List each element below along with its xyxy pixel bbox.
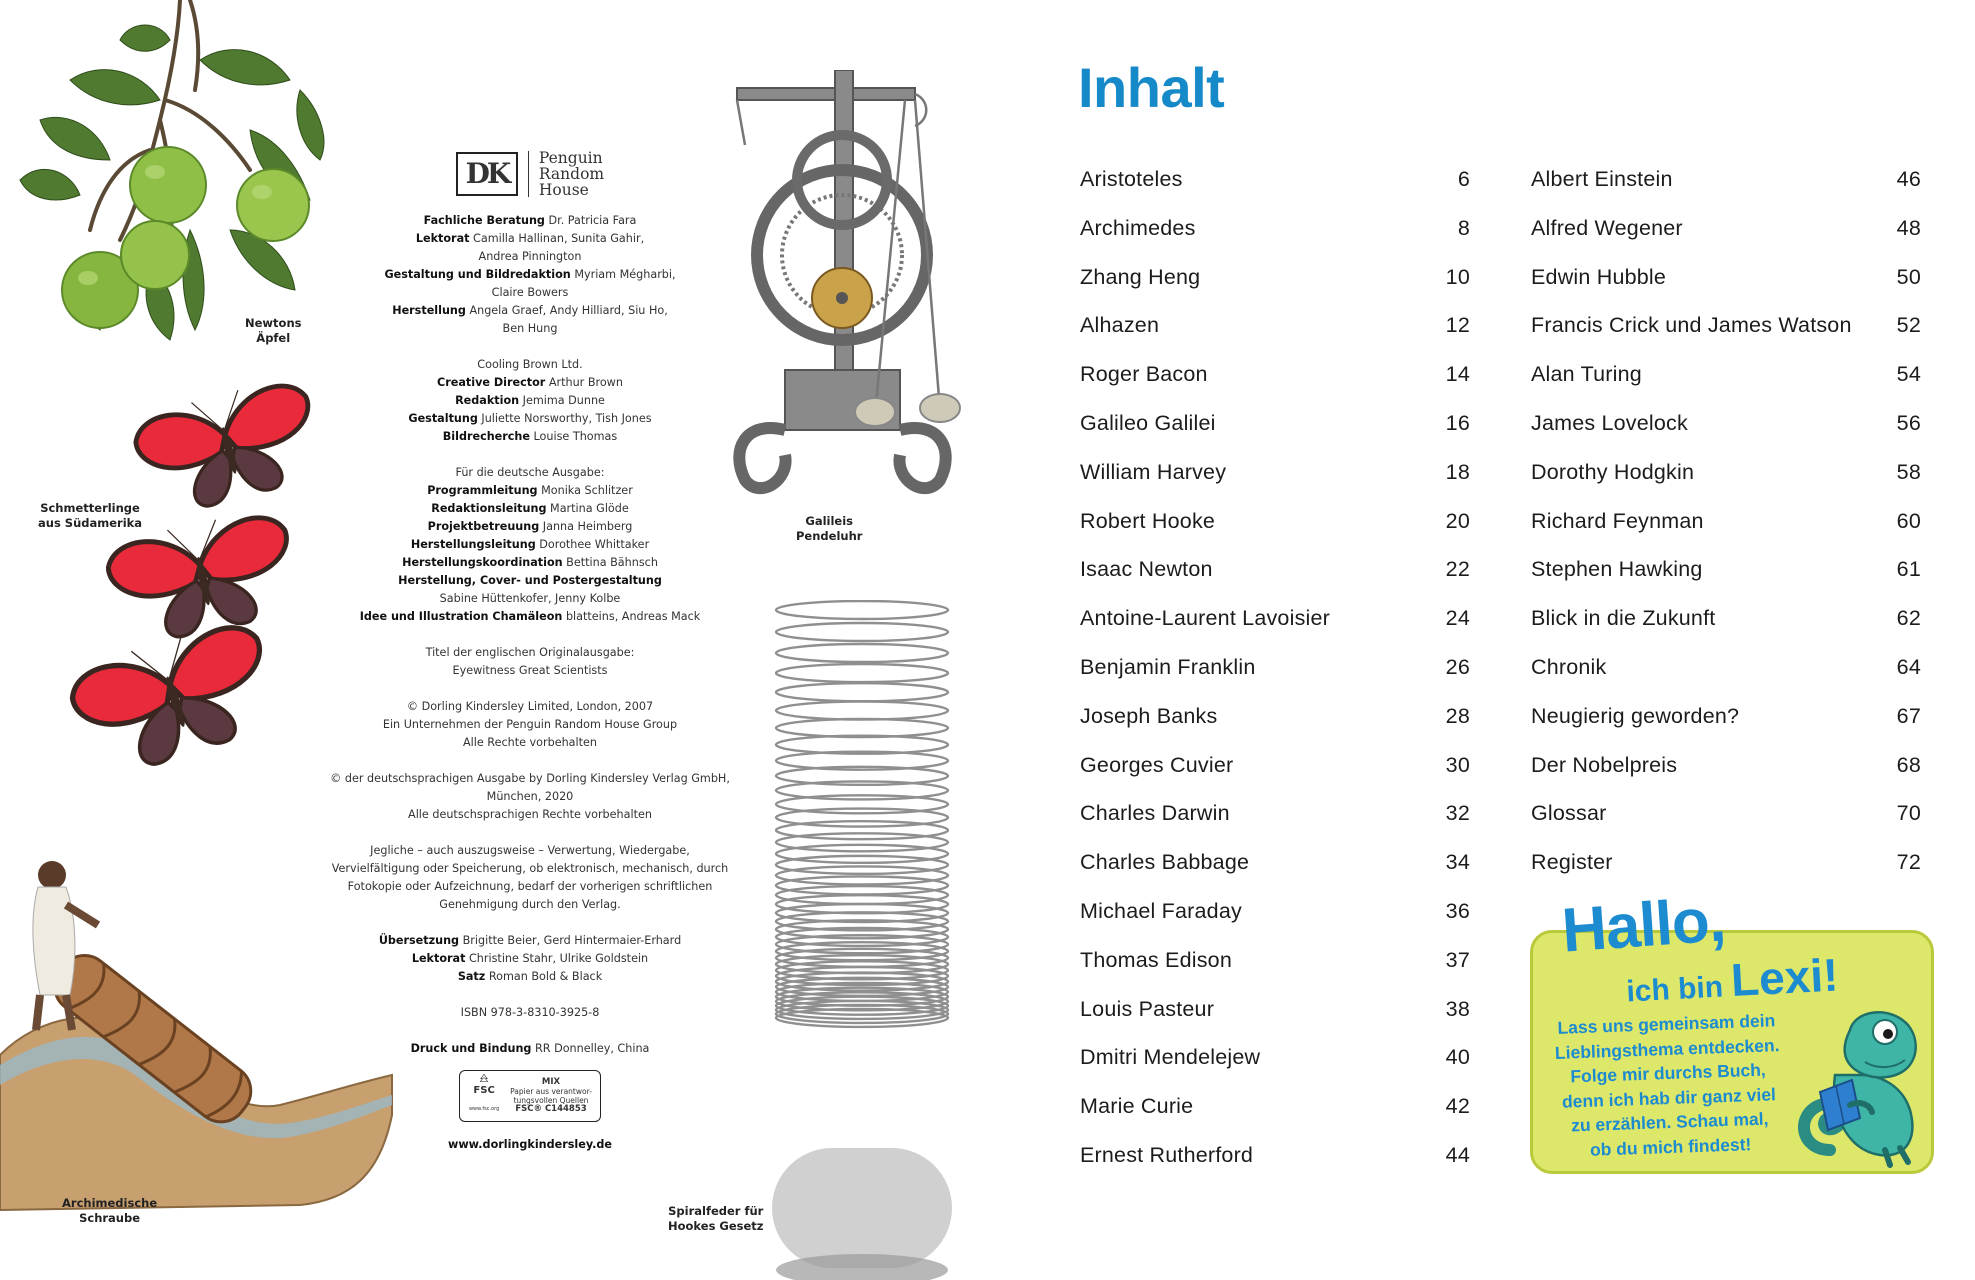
toc-entry-title: Louis Pasteur [1080,996,1215,1021]
toc-entry [1080,362,1470,411]
toc-entry-title: Alfred Wegener [1531,215,1683,240]
imprint-line: Redaktionsleitung Martina Glöde [431,502,629,515]
toc-entry [1080,997,1470,1046]
spring-coil [776,719,948,737]
toc-entry [1080,509,1470,558]
toc-entry-page: 22 [1445,557,1470,582]
toc-entry-page: 46 [1896,167,1921,191]
spring-coil [776,623,948,641]
imprint-line: Gestaltung Juliette Norsworthy, Tish Jones [408,412,652,425]
butterflies-illustration [40,380,330,820]
lexi-message: Lass uns gemeinsam dein Lieblingsthema entdecken. Folge mir durchs Buch, denn ich hab dir ganz viel zu erzählen. Schau mal, ob du mich findest! [1554,1010,1780,1160]
imprint-block [320,770,740,824]
toc-entry-page: 61 [1896,557,1921,582]
toc-entry [1080,753,1470,802]
toc-entry [1080,704,1470,753]
toc-entry-title: Richard Feynman [1531,508,1704,533]
lexi-greeting: Hallo, [1559,885,1728,966]
toc-entry-page: 50 [1896,264,1921,289]
imprint-block [320,1004,740,1022]
toc-entry-title: Roger Bacon [1080,362,1208,387]
toc-entry-page: 48 [1896,215,1921,240]
imprint-line: Lektorat Camilla Hallinan, Sunita Gahir, [415,232,645,245]
imprint-line: Sabine Hüttenkofer, Jenny Kolbe [439,592,621,605]
imprint-line: Für die deutsche Ausgabe: [455,466,605,479]
spring-coil [776,702,948,720]
publisher-logo [320,150,740,198]
toc-entry [1531,606,1921,655]
imprint-block [320,932,740,986]
toc-entry-title: Joseph Banks [1080,703,1218,728]
toc-entry-page: 68 [1896,752,1921,777]
toc-entry-title: William Harvey [1080,459,1227,484]
toc-entry-title: Glossar [1531,801,1607,826]
toc-entry-title: Georges Cuvier [1080,752,1234,777]
toc-entry-title: Charles Darwin [1080,801,1230,826]
apples-caption: Newtons Äpfel [245,316,302,345]
imprint [320,150,740,1154]
imprint-line: ISBN 978-3-8310-3925-8 [460,1006,600,1019]
toc-entry-title: Galileo Galilei [1080,410,1216,435]
toc-entry-page: 56 [1896,410,1921,435]
toc-entry [1531,411,1921,460]
toc-entry-page: 26 [1445,654,1470,679]
imprint-block [320,1040,740,1058]
toc-entry-page: 40 [1445,1045,1470,1070]
toc-entry-page: 54 [1896,362,1921,387]
toc-entry [1531,216,1921,265]
imprint-line: Herstellung Angela Graef, Andy Hilliard, Siu Ho, [392,304,668,317]
toc-entry-title: Robert Hooke [1080,508,1216,533]
chameleon-reading-icon [1790,1000,1930,1170]
imprint-line: © Dorling Kindersley Limited, London, 2007 [406,700,654,713]
toc-entry-title: Aristoteles [1080,167,1183,191]
imprint-line: Programmleitung Monika Schlitzer [427,484,633,497]
imprint-line: Idee und Illustration Chamäleon blatteins, Andreas Mack [359,610,701,623]
toc-entry-title: Archimedes [1080,215,1196,240]
toc-entry-page: 30 [1445,752,1470,777]
screw-caption: Archimedische Schraube [62,1196,158,1225]
toc-entry-page: 42 [1445,1094,1470,1119]
toc-entry [1531,753,1921,802]
toc-entry [1080,1094,1470,1143]
toc-column-right [1531,167,1921,899]
toc-entry [1080,850,1470,899]
toc-entry-title: Alhazen [1080,313,1160,338]
toc-entry-page: 58 [1896,459,1921,484]
imprint-line: Projektbetreuung Janna Heimberg [427,520,633,533]
toc-entry-title: Francis Crick und James Watson [1531,313,1852,338]
imprint-line: Ein Unternehmen der Penguin Random House Group [382,718,678,731]
toc-entry-page: 14 [1445,362,1470,387]
toc-entry-page: 52 [1896,313,1921,338]
toc-entry-title: Neugierig geworden? [1531,703,1740,728]
toc-entry-title: Benjamin Franklin [1080,654,1256,679]
toc-entry-page: 18 [1445,459,1470,484]
toc-entry [1080,1143,1470,1192]
imprint-line: Creative Director Arthur Brown [437,376,623,389]
toc-entry [1080,606,1470,655]
toc-entry-title: Der Nobelpreis [1531,752,1678,777]
toc-entry [1531,655,1921,704]
imprint-line: Alle deutschsprachigen Rechte vorbehalten [408,808,652,821]
imprint-line: Lektorat Christine Stahr, Ulrike Goldstein [411,952,649,965]
toc-entry-title: Stephen Hawking [1531,557,1703,582]
toc-entry-title: Dmitri Mendelejew [1080,1045,1261,1070]
toc-entry-page: 36 [1445,898,1470,923]
toc-entry-page: 38 [1445,996,1470,1021]
spring-illustration [765,600,965,1280]
spring-caption: Spiralfeder für Hookes Gesetz [668,1204,764,1233]
toc-entry [1080,948,1470,997]
toc-entry [1080,460,1470,509]
imprint-line: Herstellungsleitung Dorothee Whittaker [410,538,650,551]
toc-entry-title: Albert Einstein [1531,167,1673,191]
imprint-line: Cooling Brown Ltd. [477,358,583,371]
toc-entry-page: 8 [1457,215,1470,240]
toc-entry [1080,167,1470,216]
toc-entry [1080,216,1470,265]
penguin-random-house-wordmark: Penguin Random House [538,149,605,199]
imprint-line: Herstellung, Cover- und Postergestaltung [398,574,662,587]
toc-entry [1531,801,1921,850]
toc-entry-title: James Lovelock [1531,410,1688,435]
toc-entry [1080,1045,1470,1094]
fsc-tree-icon: FSC www.fsc.org [468,1074,500,1118]
imprint-line: Vervielfältigung oder Speicherung, ob elektronisch, mechanisch, durch [331,862,729,875]
spring-coil [776,845,948,863]
toc-entry [1531,313,1921,362]
toc-entry [1531,509,1921,558]
imprint-block [320,464,740,626]
imprint-block [320,212,740,338]
clock-caption: Galileis Pendeluhr [796,514,863,543]
imprint-line: München, 2020 [486,790,574,803]
spring-coil [776,601,948,619]
toc-entry [1080,265,1470,314]
dk-logo-mark: DK [456,152,518,196]
toc-entry-title: Alan Turing [1531,362,1642,387]
toc-entry-page: 24 [1445,606,1470,631]
spring-coil [776,683,948,701]
publisher-url: www.dorlingkindersley.de [448,1138,612,1151]
toc-entry-title: Edwin Hubble [1531,264,1667,289]
toc-entry-title: Antoine-Laurent Lavoisier [1080,606,1331,631]
toc-entry-page: 67 [1896,703,1921,728]
imprint-line: Herstellungskoordination Bettina Bähnsch [402,556,658,569]
toc-entry-page: 20 [1445,508,1470,533]
imprint-line: Claire Bowers [491,286,569,299]
imprint-line: Andrea Pinnington [478,250,582,263]
toc-entry-title: Thomas Edison [1080,947,1232,972]
toc-entry [1080,411,1470,460]
toc-entry [1080,313,1470,362]
lexi-intro: ich bin Lexi! [1625,948,1840,1009]
galileo-pendulum-clock-illustration [725,70,1005,520]
toc-entry-page: 32 [1445,801,1470,826]
toc-entry [1080,557,1470,606]
toc-entry-title: Ernest Rutherford [1080,1142,1254,1167]
toc-entry [1531,265,1921,314]
toc-entry-title: Michael Faraday [1080,898,1242,923]
imprint-line: Eyewitness Great Scientists [452,664,608,677]
toc-entry-page: 44 [1445,1142,1470,1167]
imprint-line: Satz Roman Bold & Black [457,970,603,983]
imprint-line: Titel der englischen Originalausgabe: [425,646,635,659]
imprint-line: Bildrecherche Louise Thomas [442,430,618,443]
toc-entry-page: 70 [1896,801,1921,826]
toc-entry-page: 16 [1445,410,1470,435]
toc-entry-title: Marie Curie [1080,1094,1194,1119]
imprint-line: Druck und Bindung RR Donnelley, China [410,1042,650,1055]
toc-entry-page: 60 [1896,508,1921,533]
toc-entry-page: 64 [1896,654,1921,679]
toc-entry [1531,557,1921,606]
toc-entry-page: 72 [1896,850,1921,875]
toc-entry-page: 10 [1445,264,1470,289]
toc-entry-title: Zhang Heng [1080,264,1201,289]
imprint-line: Gestaltung und Bildredaktion Myriam Mégharbi, [384,268,676,281]
imprint-line: Fachliche Beratung Dr. Patricia Fara [423,214,637,227]
toc-entry-title: Blick in die Zukunft [1531,606,1716,631]
toc-entry-title: Chronik [1531,654,1607,679]
apple-branch-illustration [0,0,360,370]
toc-entry [1080,655,1470,704]
toc-entry [1531,362,1921,411]
toc-entry-page: 62 [1896,606,1921,631]
toc-entry-page: 28 [1445,703,1470,728]
imprint-block [320,842,740,914]
toc-entry [1531,460,1921,509]
toc-entry-title: Isaac Newton [1080,557,1213,582]
toc-entry-title: Charles Babbage [1080,850,1250,875]
toc-entry-title: Dorothy Hodgkin [1531,459,1695,484]
toc-title: Inhalt [1078,56,1225,119]
spring-coil [776,664,948,682]
imprint-line: © der deutschsprachigen Ausgabe by Dorling Kindersley Verlag GmbH, [330,772,730,785]
toc-entry-title: Register [1531,850,1613,875]
toc-entry [1531,850,1921,899]
toc-entry [1531,704,1921,753]
toc-entry [1531,167,1921,216]
imprint-line: Übersetzung Brigitte Beier, Gerd Hintermaier-Erhard [378,934,682,947]
imprint-line: Jegliche – auch auszugsweise – Verwertung, Wiedergabe, [370,844,690,857]
imprint-line: Redaktion Jemima Dunne [455,394,605,407]
toc-entry-page: 12 [1445,313,1470,338]
toc-entry [1080,899,1470,948]
imprint-line: Fotokopie oder Aufzeichnung, bedarf der vorherigen schriftlichen [347,880,713,893]
imprint-block [320,356,740,446]
toc-entry-page: 34 [1445,850,1470,875]
toc-entry [1080,801,1470,850]
imprint-block [320,698,740,752]
spring-coil [776,856,948,874]
imprint-line: Ben Hung [502,322,558,335]
imprint-block [320,644,740,680]
imprint-line: Alle Rechte vorbehalten [463,736,597,749]
toc-column-left [1080,167,1470,1192]
fsc-label: FSC www.fsc.org MIX Papier aus verantwor- tungsvollen Quellen FSC® C144853 [459,1070,601,1122]
toc-entry-page: 37 [1445,947,1470,972]
imprint-line: Genehmigung durch den Verlag. [439,898,621,911]
spring-coil [776,644,948,662]
toc-entry-page: 6 [1457,167,1470,191]
butterflies-caption: Schmetterlinge aus Südamerika [38,501,143,530]
